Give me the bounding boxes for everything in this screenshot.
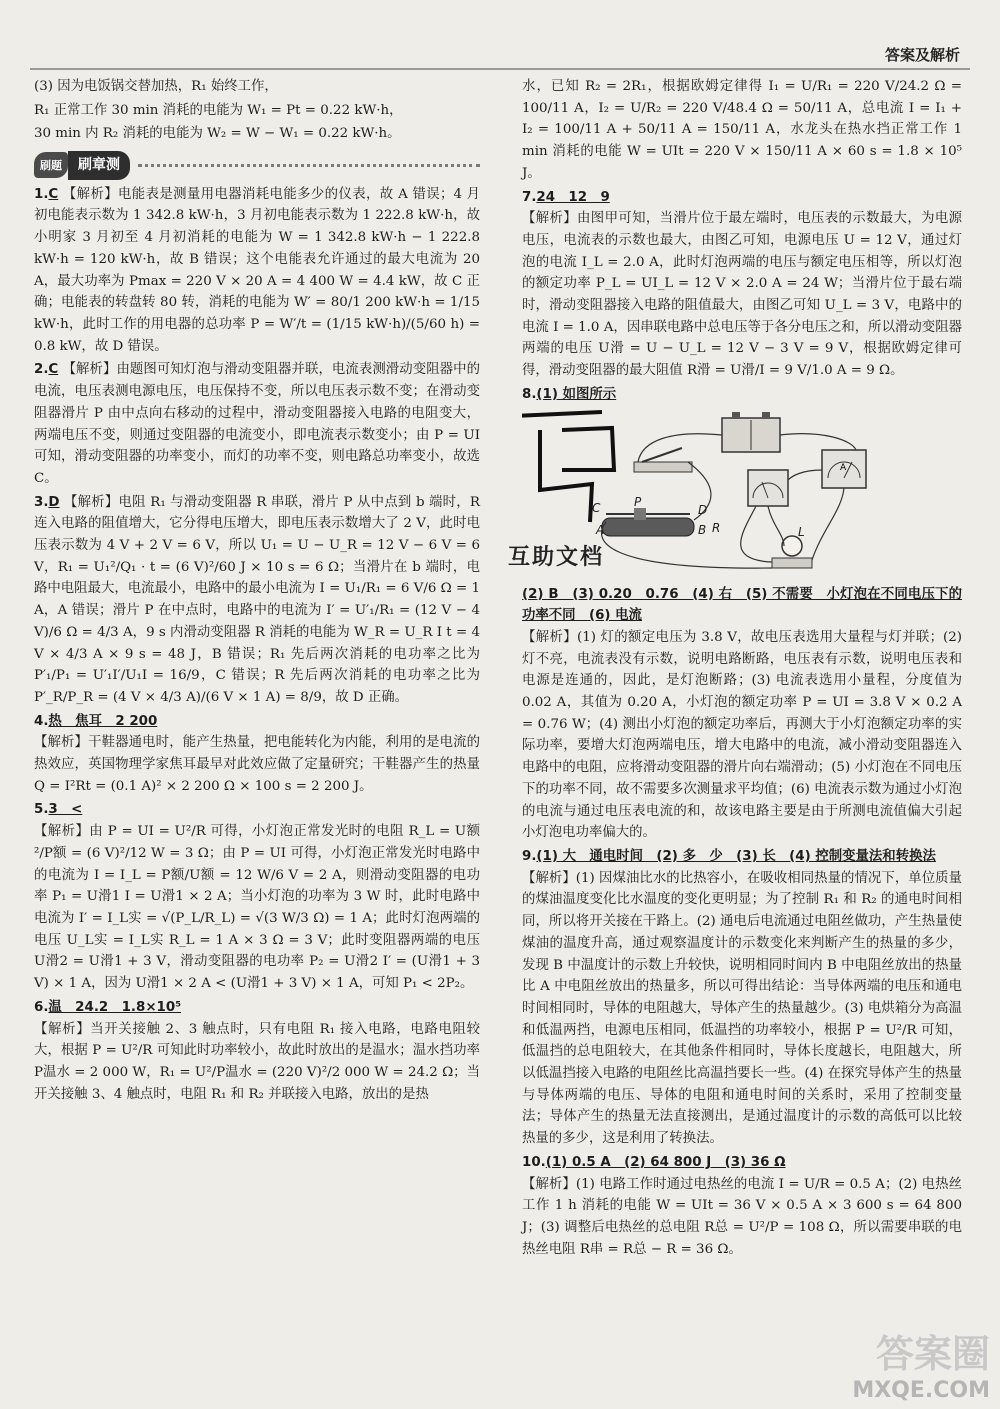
question-answer: C <box>48 362 59 378</box>
question-answer: 温 24.2 1.8×10⁵ <box>48 999 182 1015</box>
right-column <box>508 76 962 1262</box>
question-8-answers <box>522 584 962 844</box>
section-banner <box>34 151 480 180</box>
ammeter-icon <box>822 450 866 488</box>
question-explanation: 【解析】由 P = UI = U²/R 可得，小灯泡正常发光时的电阻 R_L = U额²/P额 = (6 V)²/12 W = 3 Ω；由 P = UI 可得，小灯泡正常发光时电路中的电流为 I = I_L = P额/U额 = 12 W/6 V = 2 A，则滑动变阻器的电功率 P₁ = U滑1 I = U滑1 × 2 A；当小灯泡的功率为 3 W 时，此时电路中电流为 I′ = I_L实 = √(P_L/R_L) = √(3 W/3 Ω) = 1 A；此时灯泡两端的电压 U_L实 = I_L实 R_L = 1 A × 3 Ω = 3 V；此时变阻器两端的电压 U滑2 = U滑1 + 3 V，滑动变阻器的电功率 P₂ = U滑2 I′ = (U滑1 + 3 V) × 1 A，因为 U滑1 × 2 A < (U滑1 + 3 V) × 1 A，可知 P₁ < 2P₂。 <box>34 824 480 992</box>
question-explanation: 【解析】由题图可知灯泡与滑动变阻器并联，电流表测滑动变阻器中的电流，电压表测电源电压，电压保持不变，所以电压表示数不变；在滑动变阻器滑片 P 由中点向右移动的过程中，滑动变阻器接入电路的电阻变大，两端电压不变，则通过变阻器的电流变小，即电流表示数变小；由 P = UI 可知，滑动变阻器的功率变小，而灯的功率不变，则电路总功率变小，故选 C。 <box>34 362 480 486</box>
label-a: A <box>596 522 605 537</box>
question-10 <box>522 1152 962 1261</box>
question-answer: 3 < <box>48 802 83 818</box>
label-c: C <box>592 500 601 515</box>
question-number: 2. <box>34 362 49 378</box>
question-6 <box>34 997 480 1106</box>
circuit-diagram <box>508 410 962 580</box>
question-answer: 24 12 9 <box>536 189 610 205</box>
question-explanation: 【解析】(1) 灯的额定电压为 3.8 V，故电压表选用大量程与灯并联；(2) 灯不亮，电流表没有示数，说明电路断路，电压表有示数，说明电压表和电源是连通的，因此，是灯泡断路；(3) 电流表选用小量程，分度值为 0.02 A，其值为 0.20 A，小灯泡的额定功率 P = UI = 3.8 V × 0.2 A = 0.76 W；(4) 测出小灯泡的额定功率后，再测大于小灯泡额定功率的实际功率，要增大灯泡两端电压，增大电路中的电流，减小滑动变阻器连入电路中的电阻，应将滑动变阻器的滑片向右端滑动；(5) 小灯泡在不同电压下的功率不同，故不需要多次测量求平均值；(6) 电流表示数为通过小灯泡的电流与通过电压表电流的和，故该电路主要是由于所测电流值偏大引起小灯泡电功率偏大的。 <box>522 629 962 841</box>
question-7 <box>522 187 962 382</box>
banner-dotted-line <box>138 164 480 167</box>
question-explanation: 【解析】(1) 因煤油比水的比热容小，在吸收相同热量的情况下，单位质量的煤油温度变化比水温度的变化更明显；为了控制 R₁ 和 R₂ 的通电时间相同，所以将开关接在干路上。(2) 通电后电流通过电阻丝做功，产生热量使煤油的温度升高，通过观察温度计的示数变化来判断产生的热量的多少，发现 B 中温度计的示数上升较快，说明相同时间内 B 中电阻丝放出的热量比 A 中电阻丝放出的热量多，所以可得出结论：当导体两端的电压和通电时间相同时，导体的电阻越大，导体产生的热量越少。(3) 电烘箱分为高温和低温两挡，电源电压相同，低温挡的功率较小，根据 P = U²/R 可知，低温挡的总电阻较大，在其他条件相同时，导体长度越长，电阻越大，所以低温挡接入电路的电阻丝比高温挡要长一些。(4) 在探究导体产生的热量与导体两端的电压、导体的电阻和通电时间的关系时，采用了控制变量法；导体产生的热量无法直接测出，是通过温度计的示数的高低可以比较热量的多少，这是利用了转换法。 <box>522 870 962 1147</box>
question-2 <box>34 359 480 489</box>
header-divider <box>30 68 970 70</box>
question-explanation: 【解析】电阻 R₁ 与滑动变阻器 R 串联，滑片 P 从中点到 b 端时，R 连入电路的阻值增大，它分得电压增大，即电压表示数增大了 2 V，此时电压表示数为 4 V + 2 V = 6 V，所以 U₁ = U − U_R = 12 V − 6 V = 6 V，R₁ = U₁²/Q₁ · t = (6 V)²/60 J × 10 s = 6 Ω；当滑片在 b 端时，电路中电阻最大，电流最小，电路中的最小电流为 I = U₁/R₁ = 6 V/6 Ω = 1 A，A 错误；滑片 P 在中点时，电路中的电流为 I′ = U′₁/R₁ = (12 V − 4 V)/6 Ω = 4/3 A，9 s 内滑动变阻器 R 消耗的电能为 W_R = U_R I t = 4 V × 4/3 A × 9 s = 48 J，B 错误；R₁ 先后两次消耗的电功率之比为 P′₁/P₁ = U′₁I′/U₁I = 16/9，C 错误；R 先后两次消耗的电功率之比为 P′_R/P_R = (4 V × 4/3 A)/(6 V × 1 A) = 8/9，故 D 正确。 <box>34 494 481 705</box>
voltmeter-icon <box>748 470 788 506</box>
question-number: 6. <box>34 999 49 1015</box>
section-icon: 刷题 <box>34 152 68 178</box>
question-answer: C <box>48 186 59 202</box>
page-header: 答案及解析 <box>884 46 960 64</box>
question-answer: (1) 大 通电时间 (2) 多 少 (3) 长 (4) 控制变量法和转换法 <box>536 848 936 864</box>
watermark <box>508 496 628 576</box>
question-number: 3. <box>34 494 49 510</box>
question-6-continued: 水，已知 R₂ = 2R₁，根据欧姆定律得 I₁ = U/R₁ = 220 V/24.2 Ω = 100/11 A，I₂ = U/R₂ = 220 V/48.4 Ω = 50/11 A，总电流 I = I₁ + I₂ = 100/11 A + 50/11 A = 150/11 A，水龙头在热水挡正常工作 1 min 消耗的电能 W = UIt = 220 V × 150/11 A × 60 s = 1.8 × 10⁵ J。 <box>522 79 962 181</box>
corner-logo <box>852 1323 990 1403</box>
label-d: D <box>698 502 708 517</box>
question-5 <box>34 799 480 994</box>
corner-logo-bottom: MXQE.COM <box>852 1378 990 1403</box>
question-answer: (2) B (3) 0.20 0.76 (4) 右 (5) 不需要 小灯泡在不同电压下的功率不同 (6) 电流 <box>522 586 962 624</box>
intro-line-1: (3) 因为电饭锅交替加热，R₁ 始终工作， <box>34 79 278 94</box>
question-number: 5. <box>34 802 49 818</box>
question-8-header <box>522 384 962 406</box>
left-column <box>34 76 480 1107</box>
question-number: 7. <box>522 189 537 205</box>
question-number: 9. <box>522 848 537 864</box>
question-3 <box>34 492 480 709</box>
section-title: 刷章测 <box>68 151 130 180</box>
question-4 <box>34 711 480 798</box>
question-answer: 热 焦耳 2 200 <box>48 713 158 729</box>
intro-line-3: 30 min 内 R₂ 消耗的电能为 W₂ = W − W₁ = 0.22 kW·h。 <box>34 126 401 142</box>
question-number: 1. <box>34 186 49 202</box>
label-p: P <box>634 494 642 509</box>
question-explanation: 【解析】(1) 电路工作时通过电热丝的电流 I = U/R = 0.5 A；(2) 电热丝工作 1 h 消耗的电能 W = UIt = 36 V × 0.5 A × 3 600 s = 64 800 J；(3) 调整后电热丝的总电阻 R总 = U²/P = 108 Ω，所以需要串联的电热丝电阻 R串 = R总 − R = 36 Ω。 <box>522 1176 962 1257</box>
bulb-icon <box>772 536 812 568</box>
question-answer: D <box>48 494 60 510</box>
question-explanation: 【解析】干鞋器通电时，能产生热量，把电能转化为内能，利用的是电流的热效应，英国物理学家焦耳最早对此效应做了定量研究；干鞋器产生的热量 Q = I²Rt = (0.1 A)² × 2 200 Ω × 100 s = 2 200 J。 <box>34 735 480 794</box>
ammeter-label: A <box>840 462 847 473</box>
question-number: 10. <box>522 1154 546 1170</box>
question-answer: (1) 如图所示 <box>536 386 617 402</box>
intro-line-2: R₁ 正常工作 30 min 消耗的电能为 W₁ = Pt = 0.22 kW·h， <box>34 102 403 118</box>
watermark-text: 互助文档 <box>508 544 605 570</box>
question-number: 8. <box>522 386 537 402</box>
label-l: L <box>798 524 805 539</box>
question-1 <box>34 184 480 358</box>
question-explanation: 【解析】由图甲可知，当滑片位于最左端时，电压表的示数最大，为电源电压，电流表的示数也最大，由图乙可知，电源电压 U = 12 V，通过灯泡的电流 I_L = 2.0 A，此时灯泡两端的电压与额定电压相等，所以灯泡的额定功率 P_L = UI_L = 12 V × 2.0 A = 24 W；当滑片位于最右端时，滑动变阻器接入电路的阻值最大，由图乙可知 U_L = 3 V，电路中的电流 I = 1.0 A，因串联电路中总电压等于各分电压之和，所以滑动变阻器两端的电压 U滑 = U − U_L = 12 V − 3 V = 9 V，根据欧姆定律可得，滑动变阻器的最大阻值 R滑 = U滑/I = 9 V/1.0 A = 9 Ω。 <box>522 211 962 379</box>
question-number: 4. <box>34 713 49 729</box>
question-explanation: 【解析】电能表是测量用电器消耗电能多少的仪表，故 A 错误；4 月初电能表示数为 1 342.8 kW·h，3 月初电能表示数为 1 222.8 kW·h，故小明家 3 月初至 4 月初消耗的电能为 W = 1 342.8 kW·h − 1 222.8 kW·h = 120 kW·h，故 B 错误；这个电能表允许通过的最大电流为 20 A，最大功率为 Pmax = 220 V × 20 A = 4 400 W = 4.4 kW，故 C 正确；电能表的转盘转 80 转，消耗的电能为 W′ = 80/1 200 kW·h = 1/15 kW·h，此时工作的用电器的总功率 P = W′/t = (1/15 kW·h)/(5/60 h) = 0.8 kW，故 D 错误。 <box>34 186 480 354</box>
label-b: B <box>698 522 707 537</box>
question-explanation: 【解析】当开关接触 2、3 触点时，只有电阻 R₁ 接入电路，电路电阻较大，根据 P = U²/R 可知此时功率较小，故此时放出的是温水；温水挡功率 P温水 = 2 000 W，R₁ = U²/P温水 = (220 V)²/2 000 W = 24.2 Ω；当开关接触 3、4 触点时，电阻 R₁ 和 R₂ 并联接入电路，放出的是热 <box>34 1021 480 1102</box>
battery-icon <box>722 412 780 452</box>
label-r: R <box>712 520 721 535</box>
question-answer: (1) 0.5 A (2) 64 800 J (3) 36 Ω <box>545 1154 786 1170</box>
corner-logo-top: 答案圈 <box>875 1332 990 1376</box>
question-9 <box>522 846 962 1150</box>
